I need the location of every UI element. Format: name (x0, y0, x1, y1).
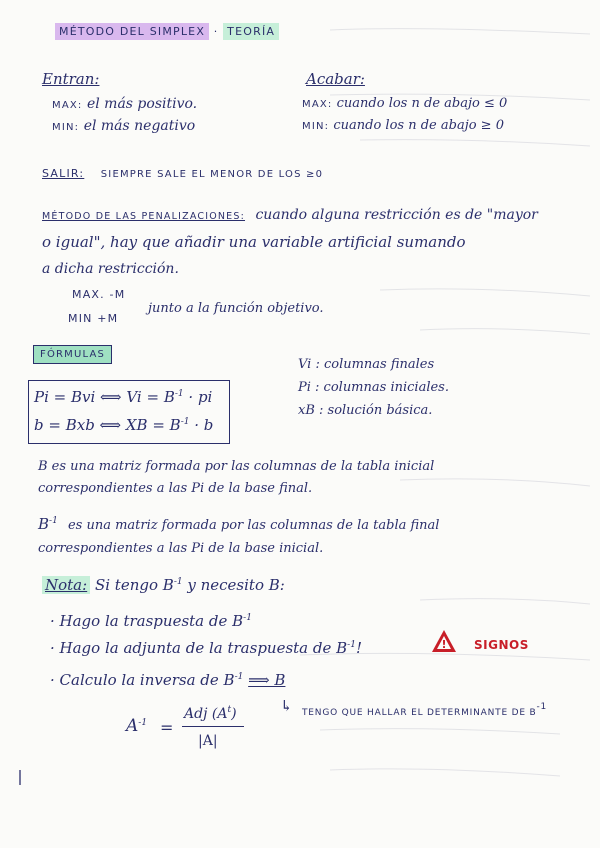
acabar-min (302, 119, 504, 132)
title-tag: TEORÍA (223, 23, 279, 40)
formula-inv-fraction-bar (182, 726, 244, 727)
nota-item-2-inv: -1 (347, 640, 356, 650)
b-def-line2: correspondientes a las Pi de la base final. (38, 481, 313, 496)
formula-inv-num: Adj (A (184, 706, 228, 722)
page-title (55, 26, 279, 37)
nota-item-1-inv: -1 (243, 613, 252, 623)
formula-pi (34, 390, 212, 405)
formula-inv-lhs (126, 718, 147, 735)
formulas-heading (33, 350, 112, 360)
legend-pi: Pi : columnas iniciales. (298, 380, 449, 395)
determinante-text: TENGO QUE HALLAR EL DETERMINANTE DE B (302, 708, 537, 718)
title-main: MÉTODO DEL SIMPLEX (55, 23, 209, 40)
nota-inv: -1 (173, 577, 183, 587)
formulas-heading-label: FÓRMULAS (33, 345, 112, 364)
nota-item-3 (50, 673, 285, 688)
salir-label: SALIR: (42, 167, 85, 180)
warning-text: SIGNOS (474, 638, 529, 652)
formula-inv-a-inv: -1 (138, 718, 148, 728)
warning-icon-mark: ! (441, 638, 447, 651)
acabar-min-text: cuando los n de abajo ≥ 0 (333, 118, 504, 133)
entran-max (52, 97, 197, 111)
arrow-icon: ↳ (280, 697, 293, 715)
formula-b (34, 418, 213, 433)
nota-item-1-text: · Hago la traspuesta de B (50, 612, 244, 630)
nota-item-1 (50, 614, 252, 629)
b-def-line1: B es una matriz formada por las columnas de la tabla inicial (38, 459, 435, 474)
binv-def-line1 (38, 517, 439, 532)
nota-label: Nota: (42, 576, 90, 594)
acabar-max (302, 97, 507, 110)
penalizaciones-line2: o igual", hay que añadir una variable artificial sumando (42, 233, 466, 251)
determinante-row (302, 703, 547, 718)
acabar-min-label: MIN: (302, 121, 330, 132)
binv-sym: B (38, 515, 50, 533)
nota-text-a: Si tengo B (94, 576, 174, 594)
nota-item-3-tail: ⟹ B (248, 671, 286, 689)
formula-b-inv: -1 (180, 417, 190, 427)
penalizaciones-max: MAX. -M (72, 288, 126, 301)
penalizaciones-label: MÉTODO DE LAS PENALIZACIONES: (42, 211, 246, 222)
formula-inv-equals: = (160, 718, 174, 737)
penalizaciones-note: junto a la función objetivo. (148, 301, 324, 316)
formula-b-tail: · b (194, 416, 214, 434)
acabar-max-label: MAX: (302, 99, 333, 110)
entran-min (52, 119, 195, 133)
legend-xb: xB : solución básica. (298, 403, 433, 418)
nota-item-3-text: · Calculo la inversa de B (50, 671, 235, 689)
entran-max-label: MAX: (52, 100, 83, 111)
entran-heading: Entran: (42, 70, 100, 88)
nota-text-b: y necesito B: (187, 576, 285, 594)
acabar-heading: Acabar: (306, 70, 365, 88)
formula-pi-inv: -1 (174, 389, 184, 399)
warning-icon (430, 628, 458, 654)
penalizaciones-row (42, 208, 538, 222)
determinante-inv: -1 (536, 702, 548, 712)
penalizaciones-line3: a dicha restricción. (42, 261, 179, 277)
formula-b-left: b = Bxb ⟺ (34, 416, 122, 434)
formula-inv-num-t: t (227, 705, 232, 715)
nota-item-2 (50, 641, 362, 656)
title-separator: · (213, 25, 219, 38)
formula-b-right: XB = B (125, 416, 181, 434)
formula-pi-tail: · pi (188, 388, 213, 406)
legend-vi: Vi : columnas finales (298, 357, 435, 372)
penalizaciones-min: MIN +M (68, 312, 119, 325)
formula-pi-left: Pi = Bvi ⟺ (34, 388, 122, 406)
entran-max-text: el más positivo. (86, 96, 198, 112)
salir-row (42, 166, 323, 180)
formula-inv-numerator (184, 706, 237, 721)
nota-item-3-inv: -1 (234, 672, 244, 682)
nota-item-2-text: · Hago la adjunta de la traspuesta de B (50, 639, 348, 657)
binv-def-line2: correspondientes a las Pi de la base inicial. (38, 541, 324, 556)
formula-inv-num-close: ) (231, 706, 237, 722)
salir-text: SIEMPRE SALE EL MENOR DE LOS ≥0 (100, 169, 324, 180)
nota-row (42, 578, 285, 593)
formula-inv-denominator: |A| (198, 733, 218, 749)
binv-def-text: es una matriz formada por las columnas de la tabla final (67, 518, 440, 533)
entran-min-label: MIN: (52, 122, 80, 133)
formula-pi-right: Vi = B (126, 388, 175, 406)
nota-item-2-tail: ! (355, 639, 362, 657)
formula-inv-a: A (126, 716, 139, 736)
binv-sym-inv: -1 (49, 516, 58, 526)
entran-min-text: el más negativo (83, 118, 196, 134)
acabar-max-text: cuando los n de abajo ≤ 0 (336, 96, 508, 111)
penalizaciones-line1: cuando alguna restricción es de "mayor (255, 207, 538, 223)
